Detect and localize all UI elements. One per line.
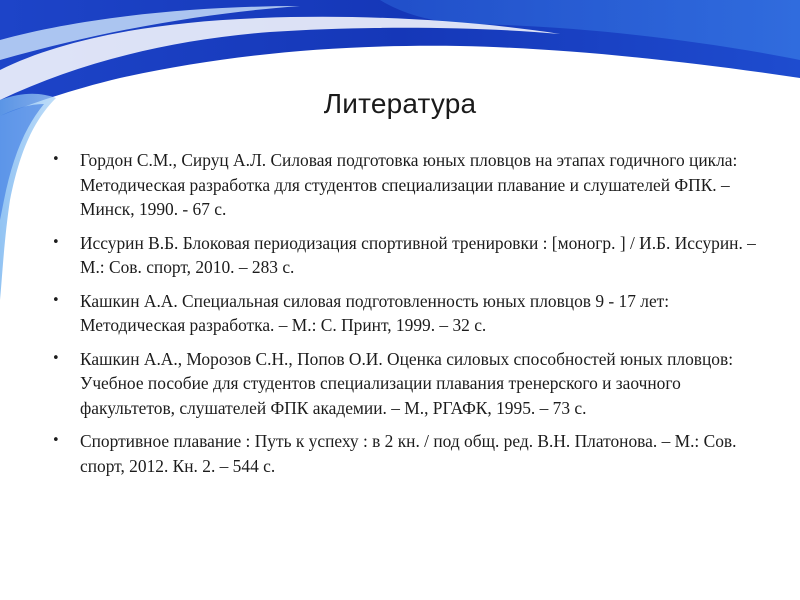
list-item xyxy=(52,231,762,280)
reference-text: Гордон С.М., Сируц А.Л. Силовая подготовка юных пловцов на этапах годичного цикла: Методическая разработка для студентов специализации плавание и слушателей ФПК. – Минск, 1990. - 67 с. xyxy=(80,150,738,219)
bullet-icon: • xyxy=(52,350,60,366)
reference-text: Кашкин А.А. Специальная силовая подготовленность юных пловцов 9 - 17 лет: Методическая разработка. – М.: С. Принт, 1999. – 32 с. xyxy=(80,290,670,335)
bullet-icon: • xyxy=(52,152,60,167)
bullet-icon: • xyxy=(52,433,60,448)
list-item xyxy=(52,347,762,421)
reference-text: Кашкин А.А., Морозов С.Н., Попов О.И. Оценка силовых способностей юных пловцов: Учебное пособие для студентов специализации плавания тренерского и заочного факультетов, слушателей ФПК академии. – М., РГАФК, 1995. – 73 с. xyxy=(80,348,734,418)
reference-text: Спортивное плавание : Путь к успеху : в 2 кн. / под общ. ред. В.Н. Платонова. – М.: Сов. спорт, 2012. Кн. 2. – 544 с. xyxy=(80,431,737,476)
bullet-icon: • xyxy=(52,234,60,250)
reference-text: Иссурин В.Б. Блоковая периодизация спортивной тренировки : [моногр. ] / И.Б. Иссурин. – М.: Сов. спорт, 2010. – 283 с. xyxy=(80,232,756,277)
slide-title: Литература xyxy=(323,88,477,119)
reference-list xyxy=(52,148,762,487)
bullet-icon: • xyxy=(52,292,60,308)
list-item xyxy=(52,289,762,338)
list-item xyxy=(52,148,762,222)
list-item xyxy=(52,429,762,478)
